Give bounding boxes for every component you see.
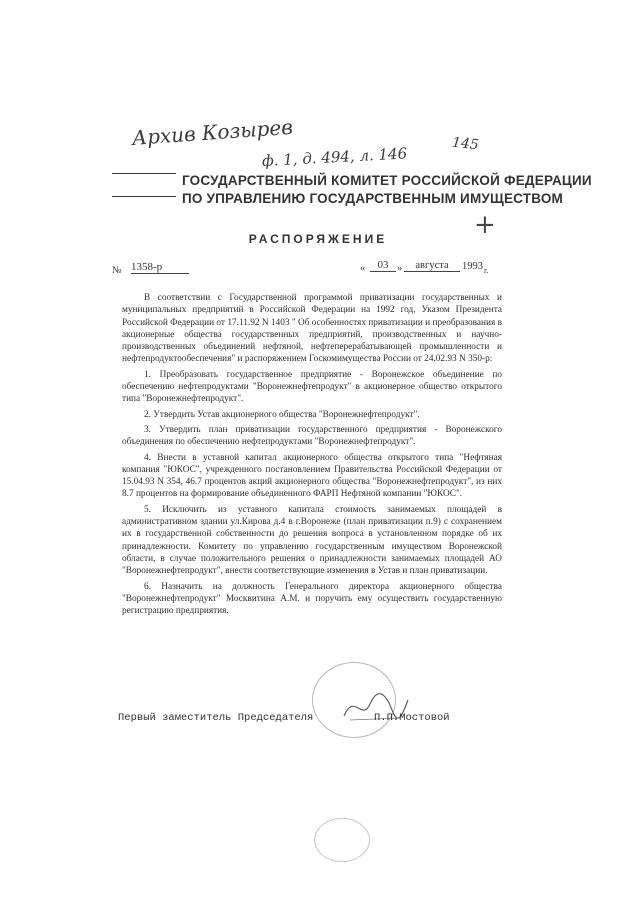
handwritten-cross-mark: + — [474, 210, 496, 240]
number-prefix: № — [112, 265, 122, 276]
body-intro: В соответствии с Государственной программой приватизации государственных и муниципальных предприятий в Российской Федерации на 1992 год, Указом Президента Российской Федерации от 17.11.92 N 1403 " Об особенностях приватизации и преобразования в акционерные общества государственных предприятий, производственных и научно-производственных объединений нефтяной, нефтеперерабатывающей промышленности и нефтепродуктообеспечения" и распоряжением Госкомимущества России от 24.02.93 N 350-р: — [122, 293, 502, 365]
signer-role: Первый заместитель Председателя — [118, 712, 314, 724]
body-paragraph-1: 1. Преобразовать государственное предприятие - Воронежское объединение по обеспечению нефтепродуктами "Воронежнефтепродукт" в акционерное общество открытого типа "Воронежнефтепродукт". — [122, 369, 502, 405]
body-paragraph-6: 6. Назначить на должность Генерального директора акционерного общества "Воронежнефтепродукт" Москвитина А.М. и поручить ему осуществить государственную регистрацию предприятия. — [122, 581, 502, 617]
date-quote-open: « — [360, 263, 366, 274]
handwritten-corner-mark: 145 — [451, 134, 480, 154]
body-paragraph-4: 4. Внести в уставной капитал акционерного общества открытого типа "Нефтяная компания "ЮКОС", учрежденного постановлением Правительства Российской Федерации от 15.04.93 N 354, 46.7 процентов акций акционерного общества "Воронежнефтепродукт", из них 8.7 процентов на формирование объединенного ФАРП Нефтяной компании "ЮКОС". — [122, 452, 502, 500]
signer-name: П.П.Мостовой — [374, 712, 450, 724]
handwritten-archive-reference: ф. 1, д. 494, л. 146 — [261, 144, 408, 170]
date-month: августа — [404, 260, 460, 272]
document-number: 1358-р — [131, 261, 189, 274]
committee-name-line2: ПО УПРАВЛЕНИЮ ГОСУДАРСТВЕННЫМ ИМУЩЕСТВОМ — [182, 191, 563, 206]
handwritten-archive-note: Архив Козырев — [131, 114, 294, 150]
body-paragraph-3: 3. Утвердить план приватизации государственного предприятия - Воронежского объединения по обеспечению нефтепродуктами "Воронежнефтепродукт". — [122, 424, 502, 448]
date-day: 03 — [370, 259, 396, 272]
document-title: РАСПОРЯЖЕНИЕ — [248, 232, 388, 246]
header-rule-top — [112, 173, 176, 174]
date-year-suffix: г. — [484, 266, 489, 275]
date-year: 1993 — [462, 261, 483, 272]
receipt-stamp — [314, 818, 370, 862]
document-body — [122, 292, 502, 620]
body-paragraph-2: 2. Утвердить Устав акционерного общества "Воронежнефтепродукт". — [144, 409, 420, 420]
committee-name-line1: ГОСУДАРСТВЕННЫЙ КОМИТЕТ РОССИЙСКОЙ ФЕДЕРАЦИИ — [182, 173, 592, 188]
header-rule-bottom — [112, 196, 176, 197]
date-quote-close: » — [397, 263, 403, 274]
body-paragraph-5: 5. Исключить из уставного капитала стоимость занимаемых площадей в административном здании ул.Кирова д.4 в г.Воронеже (план приватизации п.9) с сохранением их в государственной собственности до решения вопроса в установленном порядке об их принадлежности. Комитету по управлению государственным имуществом Воронежской области, в случае положительного решения о принадлежности занимаемых площадей АО "Воронежнефтепродукт", внести соответствующие изменения в Устав и план приватизации. — [122, 504, 502, 577]
